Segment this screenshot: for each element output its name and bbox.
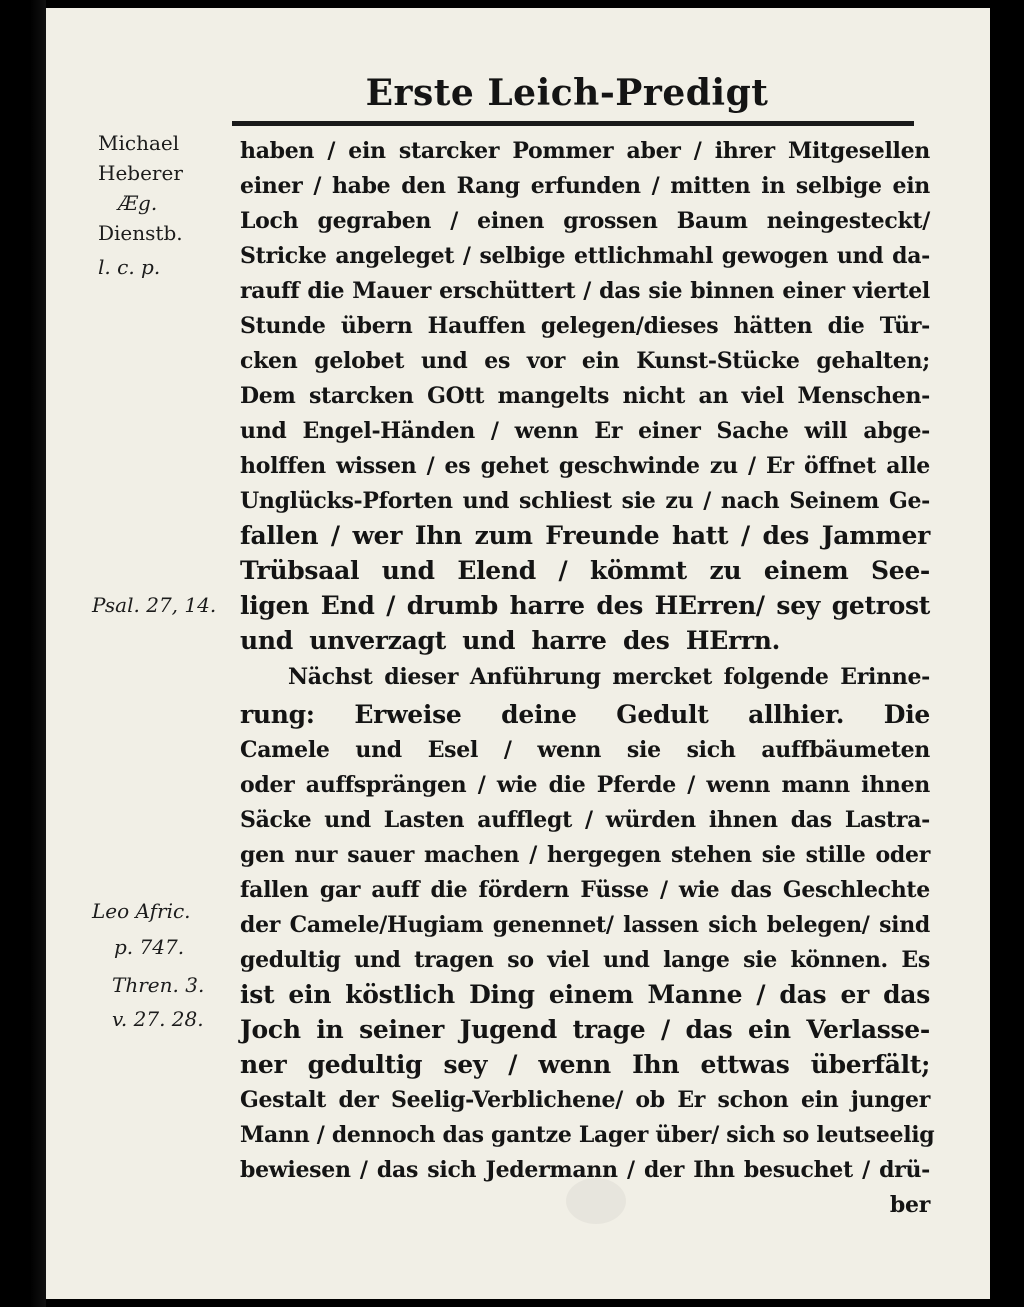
text-line: Loch gegraben / einen grossen Baum neingesteckt/: [240, 208, 930, 234]
margin-note: Dienstb.: [98, 221, 183, 245]
scan-border: [0, 0, 46, 1307]
text-line: einer / habe den Rang erfunden / mitten in selbige ein: [240, 173, 930, 199]
text-line: Stunde übern Hauffen gelegen/dieses hätten die Tür-: [240, 313, 930, 339]
margin-note: Æg.: [118, 191, 158, 215]
paper-stain: [566, 1178, 626, 1224]
margin-note: Michael: [98, 131, 180, 155]
text-line: rung: Erweise deine Gedult allhier. Die: [240, 700, 930, 729]
text-line: rauff die Mauer erschüttert / das sie binnen einer viertel: [240, 278, 930, 304]
margin-note: Heberer: [98, 161, 183, 185]
text-line: Dem starcken GOtt mangelts nicht an viel Menschen-: [240, 383, 930, 409]
text-line: fallen / wer Ihn zum Freunde hatt / des Jammer: [240, 521, 930, 550]
text-line: der Camele/Hugiam genennet/ lassen sich belegen/ sind: [240, 912, 930, 938]
text-line: Mann / dennoch das gantze Lager über/ sich so leutseelig: [240, 1122, 935, 1148]
text-line: Joch in seiner Jugend trage / das ein Verlasse-: [240, 1015, 930, 1044]
text-line: cken gelobet und es vor ein Kunst-Stücke gehalten;: [240, 348, 930, 374]
margin-note: Thren. 3.: [112, 973, 205, 997]
text-line: gen nur sauer machen / hergegen stehen sie stille oder: [240, 842, 930, 868]
text-line: fallen gar auff die fördern Füsse / wie das Geschlechte: [240, 877, 930, 903]
text-line: und Engel-Händen / wenn Er einer Sache will abge-: [240, 418, 930, 444]
text-line: Stricke angeleget / selbige ettlichmahl gewogen und da-: [240, 243, 930, 269]
text-line: oder auffsprängen / wie die Pferde / wenn mann ihnen: [240, 772, 930, 798]
text-line: Unglücks-Pforten und schliest sie zu / nach Seinem Ge-: [240, 488, 930, 514]
margin-note: l. c. p.: [98, 255, 161, 279]
header-rule: [232, 121, 914, 126]
text-line: und unverzagt und harre des HErrn.: [240, 626, 780, 655]
text-line: Nächst dieser Anführung mercket folgende Erinne-: [288, 664, 930, 690]
text-line: ner gedultig sey / wenn Ihn ettwas überfält;: [240, 1050, 930, 1079]
margin-note: v. 27. 28.: [112, 1007, 204, 1031]
text-line: gedultig und tragen so viel und lange sie können. Es: [240, 947, 930, 973]
text-line: Camele und Esel / wenn sie sich auffbäumeten: [240, 737, 930, 763]
running-title: Erste Leich-Predigt: [365, 72, 769, 114]
text-line: holffen wissen / es gehet geschwinde zu / Er öffnet alle: [240, 453, 930, 479]
catchword: ber: [889, 1192, 930, 1218]
text-line: ist ein köstlich Ding einem Manne / das er das: [240, 980, 930, 1009]
text-line: bewiesen / das sich Jedermann / der Ihn besuchet / drü-: [240, 1157, 930, 1183]
margin-note: Leo Afric.: [92, 899, 191, 923]
text-line: ligen End / drumb harre des HErren/ sey getrost: [240, 591, 930, 620]
text-line: Säcke und Lasten aufflegt / würden ihnen das Lastra-: [240, 807, 930, 833]
margin-note: Psal. 27, 14.: [92, 593, 217, 617]
text-line: Gestalt der Seelig-Verblichene/ ob Er schon ein junger: [240, 1087, 930, 1113]
text-line: Trübsaal und Elend / kömmt zu einem See-: [240, 556, 930, 585]
text-line: haben / ein starcker Pommer aber / ihrer Mitgesellen: [240, 138, 930, 164]
margin-note: p. 747.: [114, 935, 185, 959]
